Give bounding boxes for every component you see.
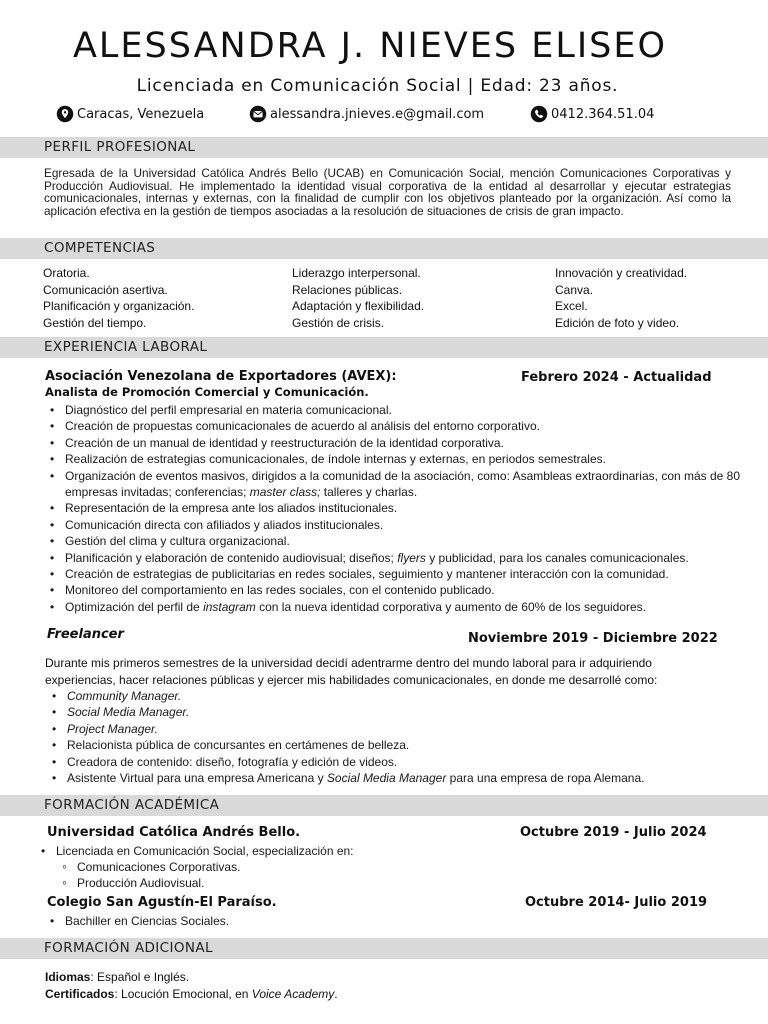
phone-text[interactable]: 0412.364.51.04 [551, 106, 655, 122]
competencia-item: Relaciones públicas. [292, 282, 403, 297]
competencia-item: Comunicación asertiva. [43, 282, 168, 297]
list-item: • Representación de la empresa ante los aliados institucionales. [45, 500, 745, 516]
list-item: • Creación de estrategias de publicitarias en redes sociales, seguimiento y mantener interacción con la comunidad. [45, 566, 745, 582]
list-item: • Gestión del clima y cultura organizacional. [45, 533, 745, 549]
competencia-item: Adaptación y flexibilidad. [292, 299, 425, 314]
job2-dates: Noviembre 2019 - Diciembre 2022 [468, 631, 718, 646]
list-item: • Monitoreo del comportamiento en las redes sociales, con el contenido publicado. [45, 582, 745, 598]
candidate-subtitle: Licenciada en Comunicación Social | Edad: 23 años. [136, 76, 619, 96]
university-subbullets [59, 859, 659, 892]
section-experiencia-laboral: EXPERIENCIA LABORAL [0, 337, 768, 358]
university-bullets [36, 843, 736, 859]
idiomas-value: : Español e Inglés. [90, 970, 190, 984]
job1-organization: Asociación Venezolana de Exportadores (AVEX): [45, 369, 397, 384]
list-item: • Asistente Virtual para una empresa Americana y Social Media Manager para una empresa de ropa Alemana. [47, 770, 747, 786]
location-pin-icon [56, 105, 74, 123]
competencia-item: Edición de foto y video. [555, 316, 680, 331]
list-item: • Relacionista pública de concursantes en certámenes de belleza. [47, 737, 747, 753]
list-item: • Community Manager. [47, 688, 747, 704]
list-item: ◦ Producción Audiovisual. [59, 875, 659, 891]
location-text: Caracas, Venezuela [77, 106, 205, 122]
competencias-col-2 [292, 265, 424, 332]
school-bullets [45, 913, 745, 929]
section-perfil-profesional: PERFIL PROFESIONAL [0, 137, 768, 158]
idiomas-line [45, 969, 189, 986]
competencia-item: Planificación y organización. [43, 299, 195, 314]
list-item: • Creación de un manual de identidad y reestructuración de la identidad corporativa. [45, 435, 745, 451]
job1-dates: Febrero 2024 - Actualidad [521, 370, 712, 385]
list-item: • Planificación y elaboración de contenido audiovisual; diseños; flyers y publicidad, para los canales comunicacionales. [45, 550, 745, 566]
contact-email[interactable] [249, 105, 484, 123]
competencias-col-1 [43, 265, 194, 332]
competencia-item: Oratoria. [43, 266, 90, 280]
list-item: • Project Manager. [47, 721, 747, 737]
competencia-item: Excel. [555, 299, 588, 314]
education-university-dates: Octubre 2019 - Julio 2024 [520, 825, 707, 840]
perfil-text: Egresada de la Universidad Católica Andrés Bello (UCAB) en Comunicación Social, mención Comunicaciones Corporativas y Producción Audiovisual. He implementado la identidad visual corporativa de la entidad al desarrollar y ejecutar estrategias comunicacionales, internas y externas, con la finalidad de cumplir con los objetivos planteado por la organización. Así como la aplicación efectiva en la gestión de tiempos asociadas a la resolución de situaciones de crisis de gran impacto. [44, 166, 731, 218]
idiomas-label: Idiomas [45, 970, 91, 984]
list-item: • Optimización del perfil de instagram con la nueva identidad corporativa y aumento de 60% de los seguidores. [45, 599, 745, 615]
list-item: • Diagnóstico del perfil empresarial en materia comunicacional. [45, 402, 745, 418]
competencias-col-3 [555, 265, 687, 332]
section-competencias: COMPETENCIAS [0, 238, 768, 259]
job2-bullets [47, 688, 747, 786]
competencia-item: Liderazgo interpersonal. [292, 266, 421, 280]
contact-phone[interactable] [530, 105, 654, 123]
competencia-item: Gestión de crisis. [292, 316, 385, 331]
competencia-item: Canva. [555, 282, 594, 297]
competencia-item: Gestión del tiempo. [43, 316, 147, 331]
list-item: • Licenciada en Comunicación Social, especialización en: [36, 843, 736, 859]
list-item: • Creación de propuestas comunicacionales de acuerdo al análisis del entorno corporativo. [45, 418, 745, 434]
job1-role: Analista de Promoción Comercial y Comunicación. [45, 385, 369, 399]
certificados-line: Certificados: Locución Emocional, en Voice Academy. [45, 987, 338, 1001]
contact-location [56, 105, 204, 123]
certificados-value: : Locución Emocional, en [114, 987, 252, 1001]
candidate-name: ALESSANDRA J. NIEVES ELISEO [72, 26, 668, 66]
list-item: • Bachiller en Ciencias Sociales. [45, 913, 745, 929]
list-item: • Organización de eventos masivos, dirigidos a la comunidad de la asociación, como: Asambleas extraordinarias, con más de 80 empresas invitadas; conferencias; master class; talleres y charlas. [45, 468, 745, 501]
list-item: • Social Media Manager. [47, 704, 747, 720]
email-text[interactable]: alessandra.jnieves.e@gmail.com [270, 106, 485, 122]
section-formacion-adicional: FORMACIÓN ADICIONAL [0, 938, 768, 959]
list-item: • Creadora de contenido: diseño, fotografía y edición de videos. [47, 754, 747, 770]
competencia-item: Innovación y creatividad. [555, 266, 688, 280]
education-school: Colegio San Agustín-El Paraíso. [47, 895, 277, 910]
job1-bullets [45, 402, 745, 615]
phone-icon [530, 105, 548, 123]
email-icon [249, 105, 267, 123]
list-item: ◦ Comunicaciones Corporativas. [59, 859, 659, 875]
certificados-label: Certificados [45, 987, 115, 1001]
job2-organization: Freelancer [47, 627, 124, 642]
section-formacion-academica: FORMACIÓN ACADÉMICA [0, 795, 768, 816]
job2-intro: Durante mis primeros semestres de la universidad decidí adentrarme dentro del mundo laboral para ir adquiriendo experiencias, hacer relaciones públicas y ejercer mis habilidades comunicacionales, en donde me desarrollé como: [45, 656, 658, 687]
education-university: Universidad Católica Andrés Bello. [47, 825, 301, 840]
education-school-dates: Octubre 2014- Julio 2019 [525, 895, 708, 910]
list-item: • Realización de estrategias comunicacionales, de índole internas y externas, en periodos semestrales. [45, 451, 745, 467]
list-item: • Comunicación directa con afiliados y aliados institucionales. [45, 517, 745, 533]
certificados-academy: Voice Academy [251, 987, 335, 1001]
